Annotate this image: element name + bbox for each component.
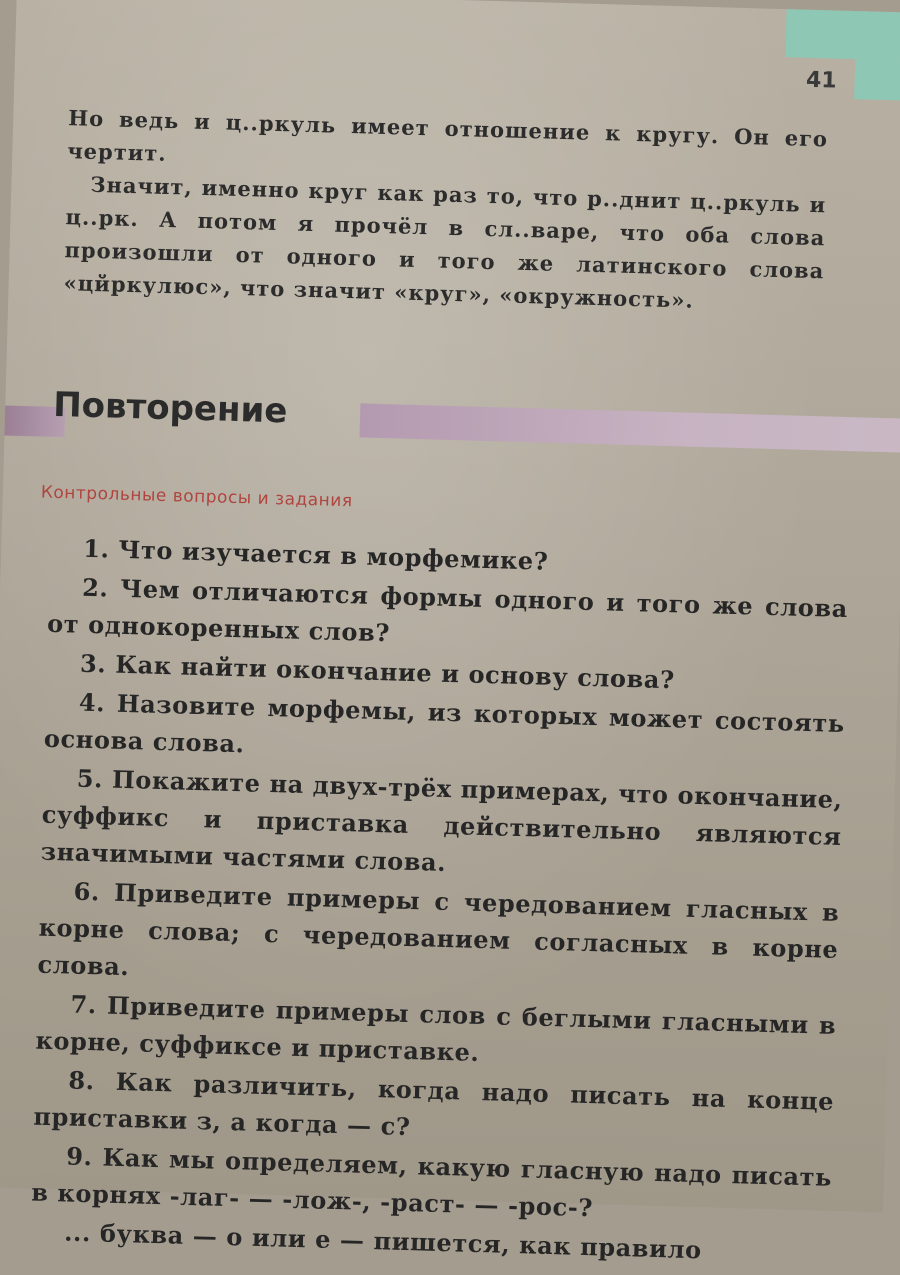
intro-text bbox=[63, 101, 828, 320]
question-number: 8. bbox=[68, 1065, 96, 1096]
band-right-stripe bbox=[360, 403, 900, 452]
page-corner-tab bbox=[785, 9, 900, 61]
question-text: Приведите примеры слов с беглыми гласными в корне, суффиксе и приставке. bbox=[35, 990, 837, 1067]
page-number: 41 bbox=[805, 67, 837, 94]
question-item bbox=[40, 759, 843, 892]
question-number bbox=[30, 1217, 65, 1247]
question-text: Чем отличаются формы одного и того же слова от однокоренных слов? bbox=[46, 573, 849, 648]
question-text: Как мы определяем, какую гласную надо писать в корнях -лаг- — -лож-, -раст- — -рос-? bbox=[30, 1142, 833, 1223]
section-title: Повторение bbox=[52, 384, 288, 432]
question-text: Как различить, когда надо писать на конце приставки з, а когда — с? bbox=[33, 1066, 835, 1142]
page-corner-tab-lower bbox=[854, 59, 900, 101]
question-text: Назовите морфемы, из которых может состоять основа слова. bbox=[43, 688, 846, 759]
question-text: Покажите на двух-трёх примерах, что окончание, суффикс и приставка действительно являются значимыми частями слова. bbox=[40, 764, 843, 877]
question-text: Приведите примеры с чередованием гласных в корне слова; с чередованием согласных в корне слова. bbox=[37, 877, 840, 982]
question-number: 2. bbox=[81, 572, 109, 603]
question-number: 4. bbox=[78, 687, 106, 718]
question-list bbox=[30, 529, 850, 1274]
section-subtitle: Контрольные вопросы и задания bbox=[40, 482, 353, 512]
question-number: 6. bbox=[73, 876, 101, 907]
question-number: 7. bbox=[70, 989, 98, 1020]
intro-paragraph: Но ведь и ц..ркуль имеет отношение к кругу. Он его чертит. bbox=[67, 105, 829, 166]
intro-paragraph: Значит, именно круг как раз то, что р..днит ц..ркуль и ц..рк. А потом я прочёл в сл..варе, что оба слова произошли от одного и того же латинского слова «цйркулюс», что значит «круг», «окружность». bbox=[63, 171, 827, 313]
question-number: 9. bbox=[65, 1141, 93, 1172]
question-text: Как найти окончание и основу слова? bbox=[114, 649, 676, 695]
question-number: 1. bbox=[82, 533, 110, 564]
question-number: 5. bbox=[76, 763, 104, 794]
question-item bbox=[37, 872, 840, 1005]
question-number: 3. bbox=[79, 648, 107, 679]
question-text: ... буква — о или е — пишется, как правило bbox=[63, 1217, 703, 1265]
question-text: Что изучается в морфемике? bbox=[118, 534, 549, 576]
